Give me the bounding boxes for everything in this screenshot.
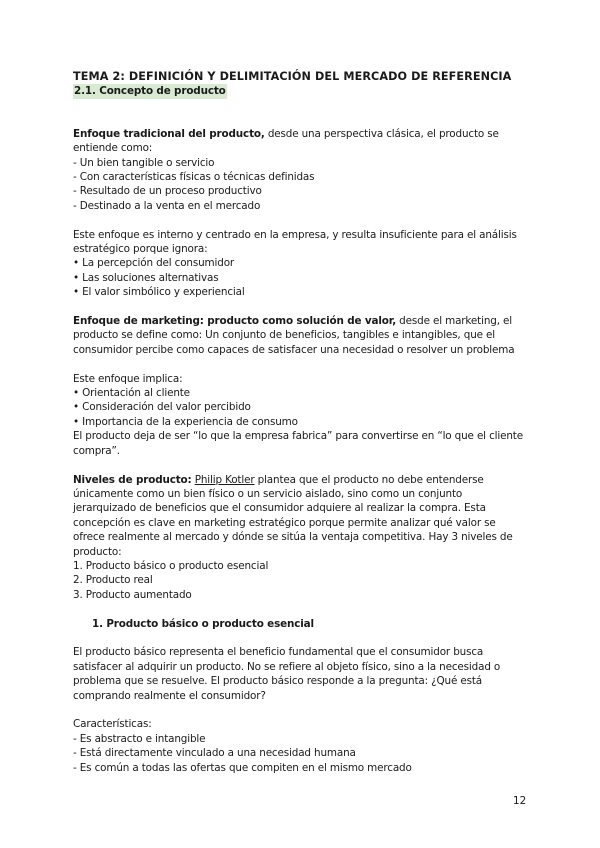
section-text: El producto básico representa el beneficio fundamental que el consumidor busca (73, 646, 484, 659)
spacer (73, 703, 533, 717)
levels-lead: Niveles de producto: (73, 473, 192, 486)
section-heading: 1. Producto básico o producto esencial (92, 617, 314, 630)
document-page (73, 70, 533, 775)
list-item: 3. Producto aumentado (73, 588, 192, 601)
spacer (73, 300, 533, 314)
list-item: • Importancia de la experiencia de consumo (73, 415, 298, 428)
list-item: • La percepción del consumidor (73, 257, 235, 270)
section-subtitle: 2.1. Concepto de producto (74, 85, 226, 98)
list-item: • Las soluciones alternativas (73, 271, 219, 284)
levels-text-cont: producto: (73, 545, 122, 558)
list-item: • Orientación al cliente (73, 387, 190, 400)
implies-text: El producto deja de ser “lo que la empresa fabrica” para convertirse en “lo que el cliente (73, 430, 523, 443)
author-link[interactable]: Philip Kotler (194, 473, 255, 486)
marketing-lead: Enfoque de marketing: producto como solución de valor, (73, 315, 397, 328)
list-item: - Con características físicas o técnicas definidas (73, 171, 315, 184)
levels-text-cont: ofrece realmente al mercado y dónde se sitúa la ventaja competitiva. Hay 3 niveles de (73, 531, 513, 544)
levels-paragraph (73, 473, 533, 487)
implies-text-cont: compra”. (73, 444, 120, 457)
levels-text-cont: jerarquizado de beneficios que el consumidor adquiere al realizar la compra. Esta (73, 502, 486, 515)
marketing-text-cont: consumidor percibe como capaces de satisfacer una necesidad o resolver un problema (73, 343, 515, 356)
spacer (73, 602, 533, 616)
spacer (73, 631, 533, 645)
section-text-cont: satisfacer al adquirir un producto. No se refiere al objeto físico, sino a la necesidad o (73, 660, 501, 673)
levels-text: plantea que el producto no debe entenderse (254, 473, 484, 486)
implies-intro: Este enfoque implica: (73, 372, 183, 385)
list-item: • El valor simbólico y experiencial (73, 286, 245, 299)
list-item: - Resultado de un proceso productivo (73, 185, 262, 198)
traditional-paragraph (73, 127, 533, 141)
list-item: 2. Producto real (73, 574, 153, 587)
marketing-paragraph (73, 314, 533, 328)
section-text-cont: comprando realmente el consumidor? (73, 689, 266, 702)
list-item: - Es común a todas las ofertas que compiten en el mismo mercado (73, 761, 412, 774)
levels-text-cont: concepción es clave en marketing estratégico porque permite analizar qué valor se (73, 516, 496, 529)
page-number: 12 (513, 795, 527, 807)
spacer (73, 99, 533, 127)
list-item: • Consideración del valor percibido (73, 401, 251, 414)
list-item: - Es abstracto e intangible (73, 732, 206, 745)
section-text-cont: problema que se resuelve. El producto básico responde a la pregunta: ¿Qué está (73, 675, 482, 688)
traditional-text: desde una perspectiva clásica, el producto se (264, 127, 499, 140)
levels-text-cont: únicamente como un bien físico o un servicio aislado, sino como un conjunto (73, 487, 463, 500)
internal-text: Este enfoque es interno y centrado en la empresa, y resulta insuficiente para el análisis (73, 228, 517, 241)
spacer (73, 458, 533, 472)
internal-text-cont: estratégico porque ignora: (73, 243, 208, 256)
marketing-text-cont: producto se define como: Un conjunto de beneficios, tangibles e intangibles, que el (73, 329, 495, 342)
features-label: Características: (73, 718, 152, 731)
document-title: TEMA 2: DEFINICIÓN Y DELIMITACIÓN DEL MERCADO DE REFERENCIA (73, 70, 512, 83)
marketing-text: desde el marketing, el (396, 315, 512, 328)
list-item: - Un bien tangible o servicio (73, 156, 215, 169)
list-item: 1. Producto básico o producto esencial (73, 559, 269, 572)
spacer (73, 213, 533, 227)
traditional-text-cont: entiende como: (73, 142, 153, 155)
list-item: - Destinado a la venta en el mercado (73, 199, 261, 212)
list-item: - Está directamente vinculado a una necesidad humana (73, 747, 356, 760)
traditional-lead: Enfoque tradicional del producto, (73, 127, 265, 140)
spacer (73, 357, 533, 371)
